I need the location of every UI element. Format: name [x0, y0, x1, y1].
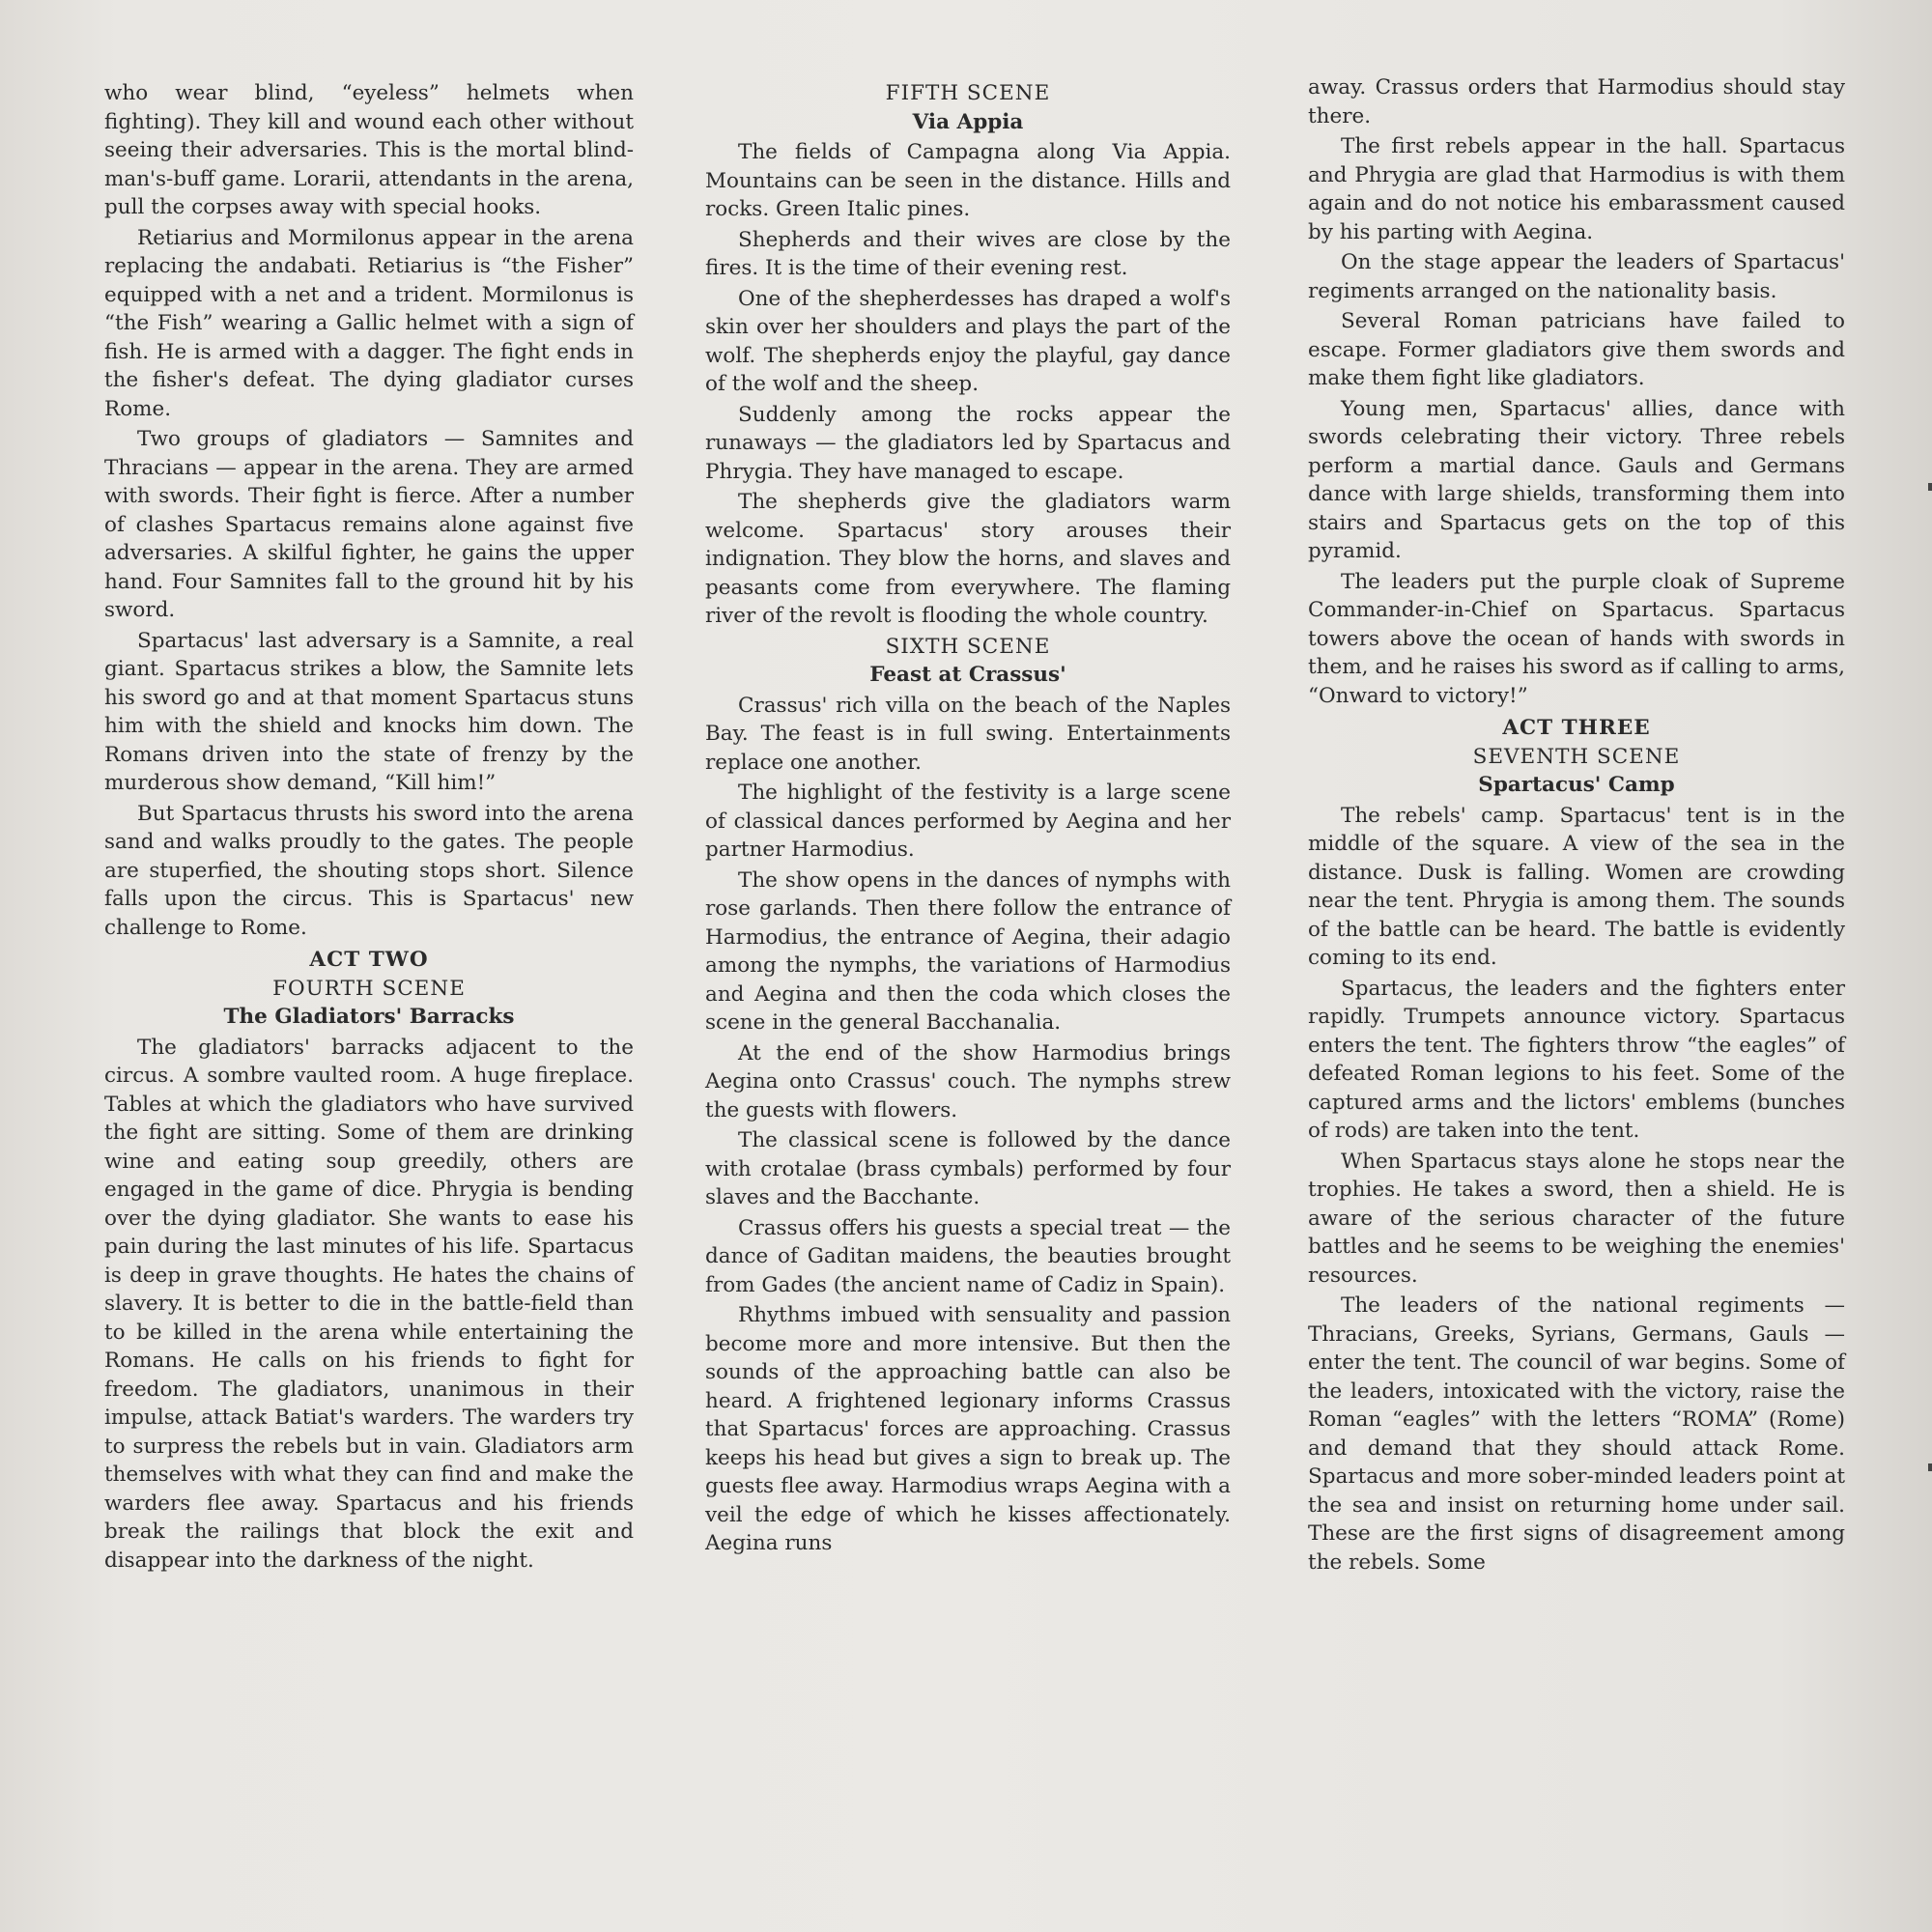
paragraph: who wear blind, “eyeless” helmets when fighting). They kill and wound each other without seeing their adversaries. This is the mortal blind-man's-buff game. Lorarii, attendants in the arena, pull the corpses away with special hooks. [104, 81, 634, 219]
paragraph: The rebels' camp. Spartacus' tent is in the middle of the square. A view of the sea in the distance. Dusk is falling. Women are crowding near the tent. Phrygia is among them. The sounds of the battle can be heard. The battle is evidently coming to its end. [1308, 803, 1845, 970]
paragraph: The leaders put the purple cloak of Supreme Commander-in-Chief on Spartacus. Spartacus towers above the ocean of hands with swords in them, and he raises his sword as if calling to arms, “Onward to victory!” [1308, 569, 1845, 708]
paragraph: The shepherds give the gladiators warm welcome. Spartacus' story arouses their indignation. They blow the horns, and slaves and peasants come from everywhere. The flaming river of the revolt is flooding the whole country. [705, 490, 1231, 628]
scene-subtitle: The Gladiators' Barracks [223, 1005, 515, 1029]
scene-heading: SIXTH SCENE [885, 634, 1051, 659]
scene-subtitle: Via Appia [912, 109, 1024, 134]
column-right [1308, 73, 1845, 1578]
paragraph: The fields of Campagna along Via Appia. Mountains can be seen in the distance. Hills and rocks. Green Italic pines. [705, 140, 1231, 221]
scene-heading: FIFTH SCENE [885, 81, 1051, 105]
paragraph: Young men, Spartacus' allies, dance with swords celebrating their victory. Three rebels perform a martial dance. Gauls and Germans dance with large shields, transforming them into stairs and Spartacus gets on the top of this pyramid. [1308, 396, 1845, 563]
paragraph: Retiarius and Mormilonus appear in the arena replacing the andabati. Retiarius is “the Fisher” equipped with a net and a trident. Mormilonus is “the Fish” wearing a Gallic helmet with a sign of fish. He is armed with a dagger. The fight ends in the fisher's defeat. The dying gladiator curses Rome. [104, 225, 634, 421]
paragraph: Crassus' rich villa on the beach of the Naples Bay. The feast is in full swing. Entertainments replace one another. [705, 693, 1231, 775]
paragraph: The classical scene is followed by the dance with crotalae (brass cymbals) performed by four slaves and the Bacchante. [705, 1128, 1231, 1209]
paragraph: away. Crassus orders that Harmodius should stay there. [1308, 75, 1845, 128]
paragraph: Spartacus' last adversary is a Samnite, a real giant. Spartacus strikes a blow, the Samnite lets his sword go and at that moment Spartacus stuns him with the shield and knocks him down. The Romans driven into the state of frenzy by the murderous show demand, “Kill him!” [104, 628, 634, 795]
paragraph: The leaders of the national regiments — Thracians, Greeks, Syrians, Germans, Gauls — enter the tent. The council of war begins. Some of the leaders, intoxicated with the victory, raise the Roman “eagles” with the letters “ROMA” (Rome) and demand that they should attack Rome. Spartacus and more sober-minded leaders point at the sea and insist on returning home under sail. These are the first signs of disagreement among the rebels. Some [1308, 1293, 1845, 1575]
scene-heading: SEVENTH SCENE [1472, 744, 1681, 769]
paragraph: The show opens in the dances of nymphs with rose garlands. Then there follow the entrance of Harmodius, the entrance of Aegina, their adagio among the nymphs, the variations of Harmodius and Aegina and then the coda which closes the scene in the general Bacchanalia. [705, 867, 1231, 1035]
paragraph: Shepherds and their wives are close by the fires. It is the time of their evening rest. [705, 227, 1231, 280]
paragraph: Crassus offers his guests a special treat — the dance of Gaditan maidens, the beauties brought from Gades (the ancient name of Cadiz in Spain). [705, 1215, 1231, 1297]
paragraph: The first rebels appear in the hall. Spartacus and Phrygia are glad that Harmodius is with them again and do not notice his embarassment caused by his parting with Aegina. [1308, 134, 1845, 244]
paragraph: When Spartacus stays alone he stops near the trophies. He takes a sword, then a shield. He is aware of the serious character of the future battles and he seems to be weighing the enemies' resources. [1308, 1149, 1845, 1288]
paragraph: Rhythms imbued with sensuality and passion become more and more intensive. But then the sounds of the approaching battle can also be heard. A frightened legionary informs Crassus that Spartacus' forces are approaching. Crassus keeps his head but gives a sign to break up. The guests flee away. Harmodius wraps Aegina with a veil the edge of which he kisses affectionately. Aegina runs [705, 1303, 1231, 1555]
paragraph: One of the shepherdesses has draped a wolf's skin over her shoulders and plays the part of the wolf. The shepherds enjoy the playful, gay dance of the wolf and the sheep. [705, 286, 1231, 396]
column-middle [705, 79, 1231, 1560]
paragraph: Several Roman patricians have failed to escape. Former gladiators give them swords and make them fight like gladiators. [1308, 309, 1845, 390]
paragraph: Two groups of gladiators — Samnites and Thracians — appear in the arena. They are armed with swords. Their fight is fierce. After a number of clashes Spartacus remains alone against five adversaries. A skilful fighter, he gains the upper hand. Four Samnites fall to the ground hit by his sword. [104, 427, 634, 622]
act-heading: ACT TWO [309, 948, 429, 972]
paragraph: The gladiators' barracks adjacent to the circus. A sombre vaulted room. A huge fireplace. Tables at which the gladiators who have survived the fight are sitting. Some of them are drinking wine and eating soup greedily, others are engaged in the game of dice. Phrygia is bending over the dying gladiator. She wants to ease his pain during the last minutes of his life. Spartacus is deep in grave thoughts. He hates the chains of slavery. It is better to die in the battle-field than to be killed in the arena while entertaining the Romans. He calls on his friends to fight for freedom. The gladiators, unanimous in their impulse, attack Batiat's warders. The warders try to surpress the rebels but in vain. Gladiators arm themselves with what they can find and make the warders flee away. Spartacus and his friends break the railings that block the exit and disappear into the darkness of the night. [104, 1035, 634, 1573]
paragraph: On the stage appear the leaders of Spartacus' regiments arranged on the nationality basis. [1308, 250, 1845, 303]
paragraph: But Spartacus thrusts his sword into the arena sand and walks proudly to the gates. The people are stuperfied, the shouting stops short. Silence falls upon the circus. This is Spartacus' new challenge to Rome. [104, 801, 634, 940]
paragraph: The highlight of the festivity is a large scene of classical dances performed by Aegina and her partner Harmodius. [705, 781, 1231, 862]
scene-subtitle: Feast at Crassus' [869, 663, 1066, 687]
paragraph: Suddenly among the rocks appear the runaways — the gladiators led by Spartacus and Phrygia. They have managed to escape. [705, 402, 1231, 484]
scene-subtitle: Spartacus' Camp [1478, 773, 1675, 797]
page-edge-mark [1928, 1463, 1932, 1471]
paragraph: Spartacus, the leaders and the fighters enter rapidly. Trumpets announce victory. Spartacus enters the tent. The fighters throw “the eagles” of defeated Roman legions to his feet. Some of the captured arms and the lictors' emblems (bunches of rods) are taken into the tent. [1308, 976, 1845, 1143]
column-left [104, 79, 634, 1577]
scene-heading: FOURTH SCENE [272, 976, 466, 1001]
paragraph: At the end of the show Harmodius brings Aegina onto Crassus' couch. The nymphs strew the guests with flowers. [705, 1040, 1231, 1122]
act-heading: ACT THREE [1502, 716, 1651, 740]
page-edge-mark [1928, 483, 1932, 491]
